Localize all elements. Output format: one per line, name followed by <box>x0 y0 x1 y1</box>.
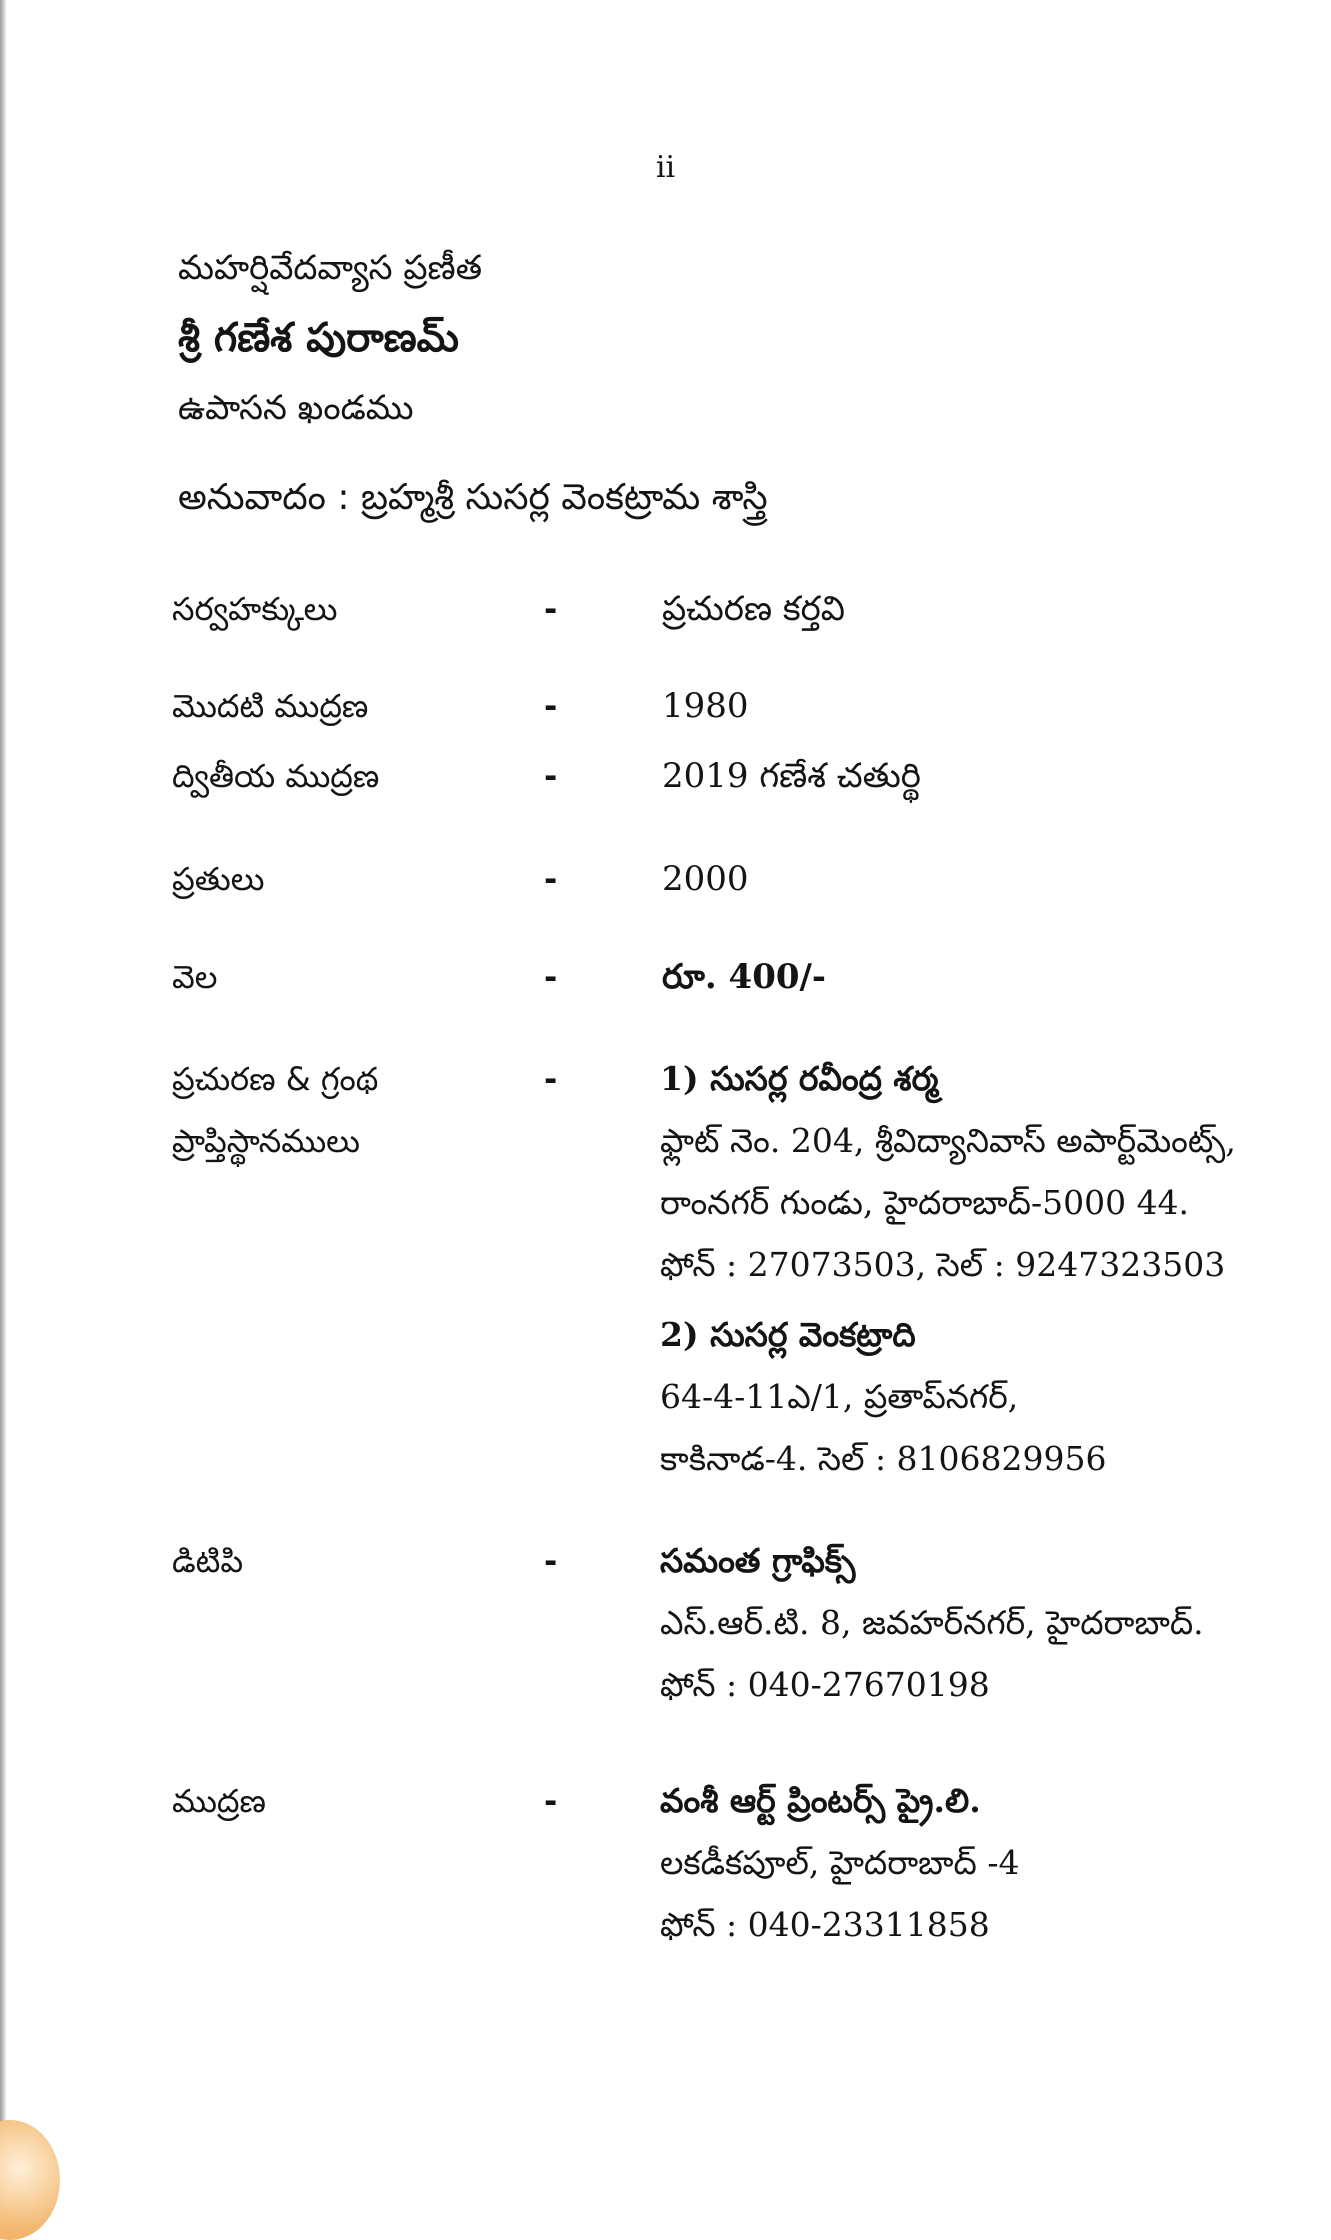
first-print-label: మొదటి ముద్రణ <box>172 687 369 725</box>
dtp-phone: ఫోన్ : 040-27670198 <box>660 1665 990 1704</box>
price-value: రూ. 400/- <box>662 957 827 997</box>
first-print-dash: - <box>544 687 558 725</box>
printer-address: లకడీకపూల్, హైదరాబాద్ -4 <box>660 1843 1020 1882</box>
publisher-label-line1: ప్రచురణ & గ్రంథ <box>172 1060 379 1098</box>
publisher-entry-1 <box>660 1048 1236 1296</box>
copies-value: 2000 <box>662 859 749 899</box>
dtp-entry <box>660 1530 1204 1716</box>
printer-phone: ఫోన్ : 040-23311858 <box>660 1905 990 1944</box>
copies-dash: - <box>544 860 558 898</box>
page-corner-decoration <box>0 2120 60 2240</box>
publisher-1-phone: ఫోన్ : 27073503, సెల్ : 9247323503 <box>660 1245 1226 1284</box>
publisher-label-line2: ప్రాప్తిస్థానములు <box>172 1122 360 1160</box>
price-dash: - <box>544 958 558 996</box>
publisher-1-name: 1) సుసర్ల రవీంద్ర శర్మ <box>660 1059 939 1098</box>
publisher-entry-2 <box>660 1304 1107 1490</box>
printer-label: ముద్రణ <box>172 1782 266 1820</box>
book-subtitle: మహర్షివేదవ్యాస ప్రణీత <box>178 248 483 288</box>
dtp-label: డిటిపి <box>172 1542 244 1580</box>
publisher-1-address-line1: ఫ్లాట్ నెం. 204, శ్రీవిద్యానివాస్ అపార్ట్‌మెంట్స్, <box>660 1121 1236 1160</box>
page-number: ii <box>655 150 676 185</box>
dtp-dash: - <box>544 1542 558 1580</box>
rights-dash: - <box>544 590 558 628</box>
translator-credit: అనువాదం : బ్రహ్మశ్రీ సుసర్ల వెంకట్రామ శాస్త్రి <box>178 477 768 518</box>
publisher-1-address-line2: రాంనగర్ గుండు, హైదరాబాద్-5000 44. <box>660 1183 1190 1222</box>
publisher-dash: - <box>544 1060 558 1098</box>
book-section: ఉపాసన ఖండము <box>178 388 414 428</box>
price-label: వెల <box>172 958 218 996</box>
printer-entry <box>660 1770 1019 1956</box>
dtp-address: ఎస్.ఆర్.టి. 8, జవహర్‌నగర్, హైదరాబాద్. <box>660 1603 1204 1642</box>
second-print-value: 2019 గణేశ చతుర్థి <box>662 756 921 796</box>
publisher-2-name: 2) సుసర్ల వెంకట్రాది <box>660 1315 916 1354</box>
printer-name: వంశీ ఆర్ట్ ప్రింటర్స్ ప్రై.లి. <box>660 1781 981 1820</box>
first-print-value: 1980 <box>662 686 749 726</box>
page-left-edge <box>0 0 6 2200</box>
publisher-2-address-line2: కాకినాడ-4. సెల్ : 8106829956 <box>660 1439 1107 1478</box>
second-print-label: ద్వితీయ ముద్రణ <box>172 757 380 795</box>
printer-dash: - <box>544 1782 558 1820</box>
rights-label: సర్వహక్కులు <box>172 590 338 628</box>
rights-value: ప్రచురణ కర్తవి <box>662 589 845 629</box>
dtp-name: సమంత గ్రాఫిక్స్ <box>660 1541 856 1580</box>
book-title: శ్రీ గణేశ పురాణమ్ <box>178 315 459 361</box>
copies-label: ప్రతులు <box>172 860 265 898</box>
second-print-dash: - <box>544 757 558 795</box>
publisher-2-address-line1: 64-4-11ఎ/1, ప్రతాప్‌నగర్, <box>660 1377 1019 1416</box>
